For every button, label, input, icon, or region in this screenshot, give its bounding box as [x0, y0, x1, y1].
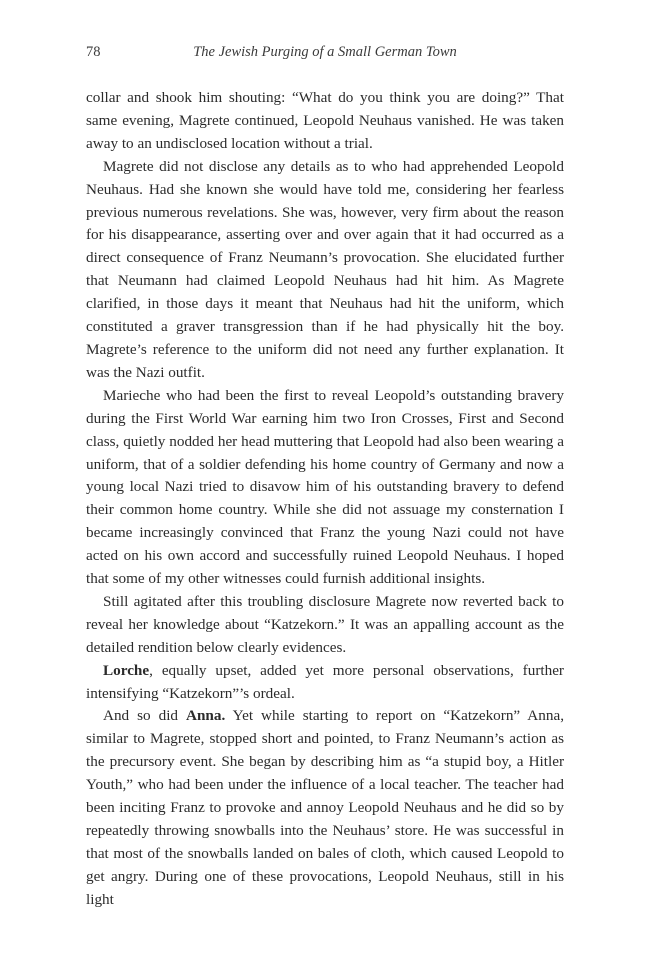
paragraph [86, 87, 564, 156]
text-run: , equally upset, added yet more personal observations, further intensifying “Katzekorn”’s ordeal. [86, 661, 564, 702]
witness-name: Anna. [185, 707, 226, 725]
body-text [86, 87, 564, 912]
paragraph [86, 385, 564, 591]
paragraph [86, 705, 564, 911]
paragraph [86, 591, 564, 660]
running-header [86, 44, 564, 64]
text-run: Yet while starting to report on “Katzekorn” Anna, similar to Magrete, stopped short and pointed, to Franz Neumann’s action as the precursory event. She began by describing him as “a stupid boy, a Hitler Youth,” who had been under the influence of a local teacher. The teacher had been inciting Franz to provoke and annoy Leopold Neuhaus and he did so by repeatedly throwing snowballs into the Neuhaus’ store. He was successful in that most of the snowballs landed on bales of cloth, which caused Leopold to get angry. During one of these provocations, Leopold Neuhaus, still in his light [86, 707, 564, 908]
text-run: Still agitated after this troubling disclosure Magrete now reverted back to reveal her knowledge about “Katzekorn.” It was an appalling account as the detailed rendition below clearly evidences. [86, 592, 564, 656]
running-title: The Jewish Purging of a Small German Town [193, 44, 457, 60]
text-run: collar and shook him shouting: “What do you think you are doing?” That same evening, Magrete continued, Leopold Neuhaus vanished. He was taken away to an undisclosed location without a trial. [86, 89, 564, 152]
witness-name: Lorche [103, 661, 150, 679]
text-run: Marieche who had been the first to reveal Leopold’s outstanding bravery during the First World War earning him two Iron Crosses, First and Second class, quietly nodded her head muttering that Leopold had also been wearing a uniform, that of a soldier defending his home country of Germany and now a young local Nazi tried to disavow him of his outstanding bravery to defend their common home country. While she did not assuage my consternation I became increasingly convinced that Franz the young Nazi could not have acted on his own accord and successfully ruined Leopold Neuhaus. I hoped that some of my other witnesses could furnish additional insights. [86, 386, 564, 588]
page-number: 78 [86, 44, 101, 60]
paragraph [86, 660, 564, 706]
paragraph [86, 156, 564, 385]
text-run: And so did [103, 707, 186, 725]
text-run: Magrete did not disclose any details as to who had apprehended Leopold Neuhaus. Had she known she would have told me, considering her fearless previous numerous revelations. She was, however, very firm about the reason for his disappearance, asserting over and over again that it had occurred as a direct consequence of Franz Neumann’s provocation. She elucidated further that Neumann had claimed Leopold Neuhaus had hit him. As Magrete clarified, in those days it meant that Neuhaus had hit the uniform, which constituted a graver transgression than if he had physically hit the boy. Magrete’s reference to the uniform did not need any further explanation. It was the Nazi outfit. [86, 157, 564, 381]
